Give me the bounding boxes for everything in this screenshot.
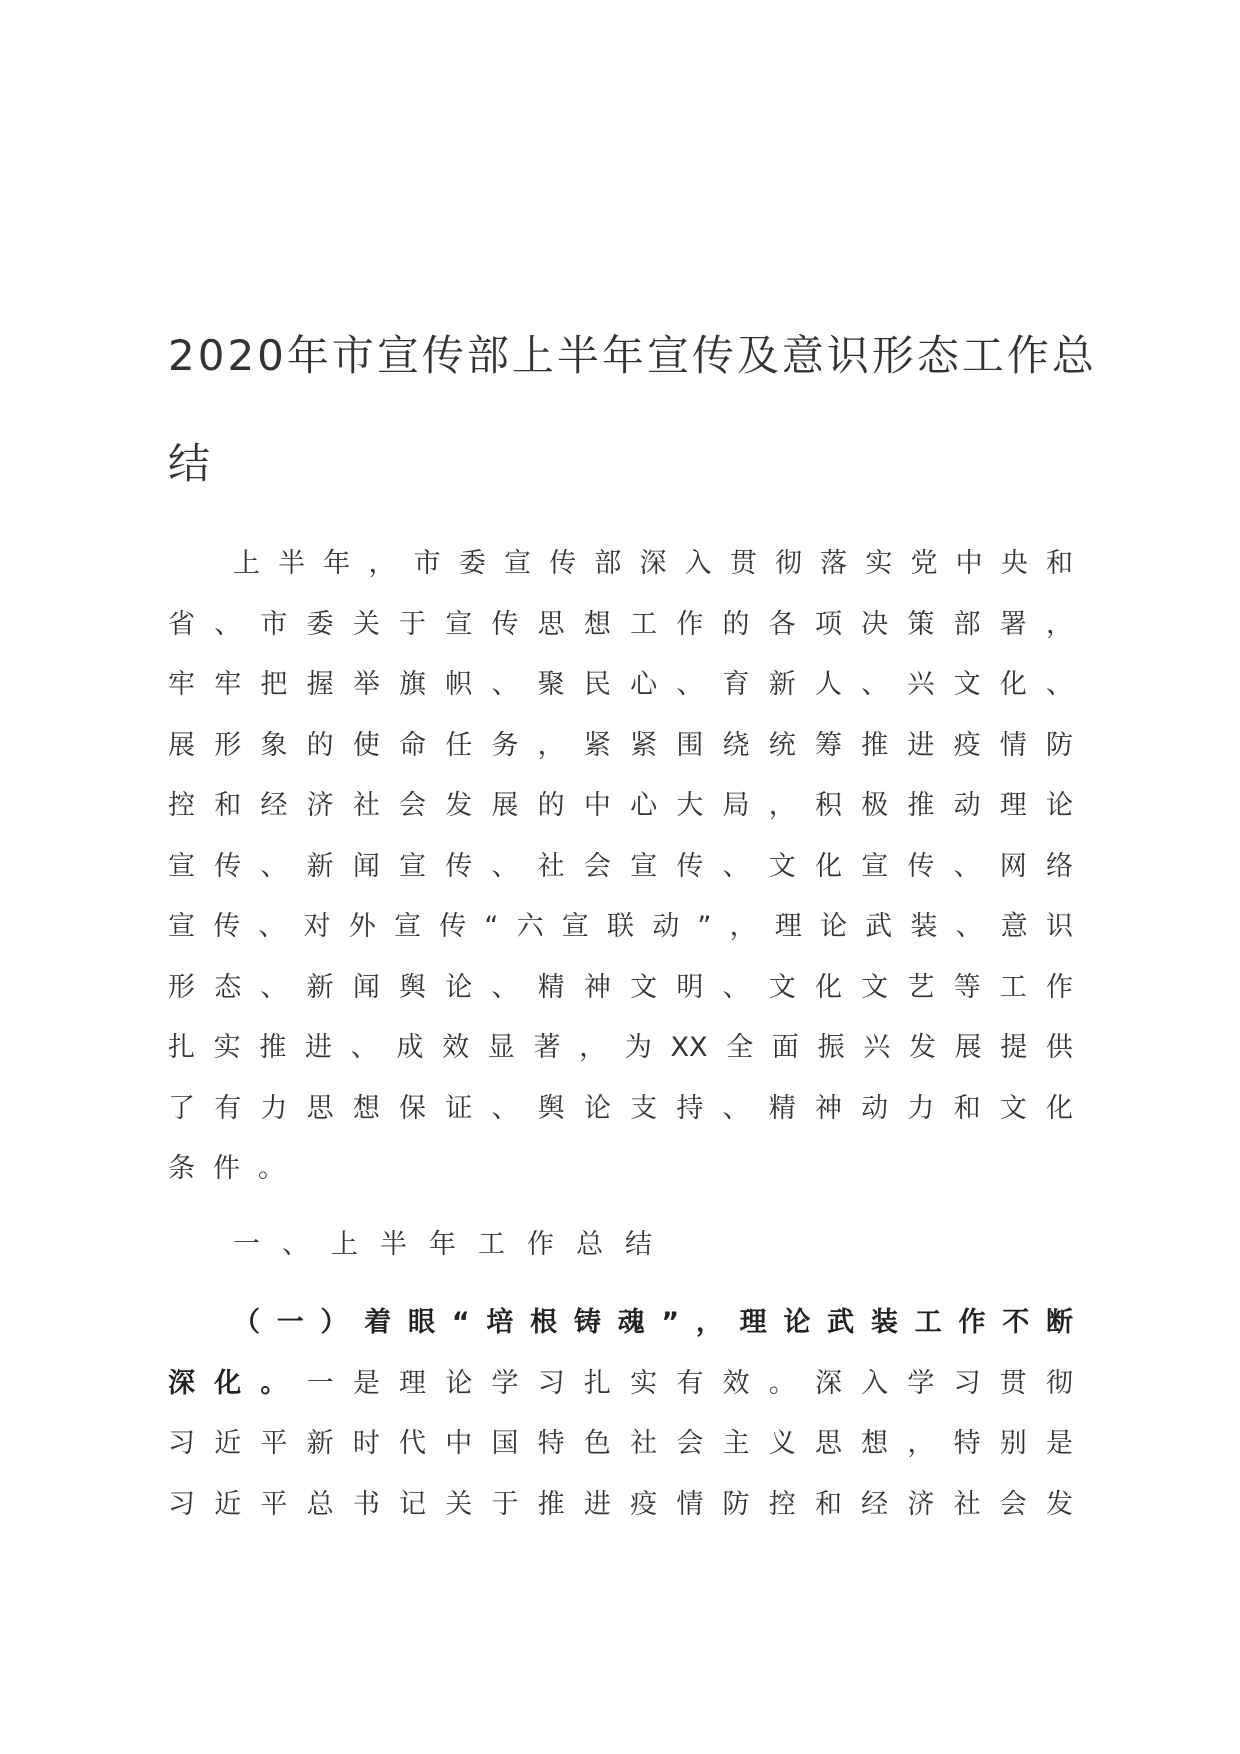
- document-body: [168, 534, 1073, 1535]
- paragraph-line: 宣传、对外宣传“六宣联动”，理论武装、意识: [168, 911, 1073, 942]
- paragraph-line: 宣传、新闻宣传、社会宣传、文化宣传、网络: [168, 850, 1073, 882]
- paragraph-line: 习近平总书记关于推进疫情防控和经济社会发: [168, 1488, 1073, 1520]
- paragraph-line: 上半年，市委宣传部深入贯彻落实党中央和: [233, 548, 1073, 579]
- paragraph-line: 展形象的使命任务，紧紧围绕统筹推进疫情防: [168, 729, 1073, 761]
- paragraph-line: [168, 1354, 1073, 1415]
- paragraph-line: 控和经济社会发展的中心大局，积极推动理论: [168, 790, 1073, 821]
- paragraph-line: 形态、新闻舆论、精神文明、文化文艺等工作: [168, 971, 1073, 1003]
- paragraph-line: 条件。: [168, 1153, 303, 1184]
- paragraph-line: 习近平新时代中国特色社会主义思想，特别是: [168, 1428, 1073, 1459]
- subsection-heading: （一）着眼“培根铸魂”，理论武装工作不断: [233, 1307, 1073, 1338]
- section-heading: 一、上半年工作总结: [233, 1228, 674, 1260]
- document-title: 2020年市宣传部上半年宣传及意识形态工作总结: [168, 331, 1097, 488]
- paragraph-line: 扎实推进、成效显著，为XX全面振兴发展提供: [168, 1032, 1073, 1063]
- paragraph-text: 一是理论学习扎实有效。深入学习贯彻: [306, 1367, 1073, 1399]
- paragraph-line: 了有力思想保证、舆论支持、精神动力和文化: [168, 1092, 1073, 1124]
- paragraph-line: 牢牢把握举旗帜、聚民心、育新人、兴文化、: [168, 669, 1073, 700]
- paragraph-line: 省、市委关于宣传思想工作的各项决策部署，: [168, 608, 1073, 640]
- subsection-heading-end: 深化。: [168, 1367, 307, 1399]
